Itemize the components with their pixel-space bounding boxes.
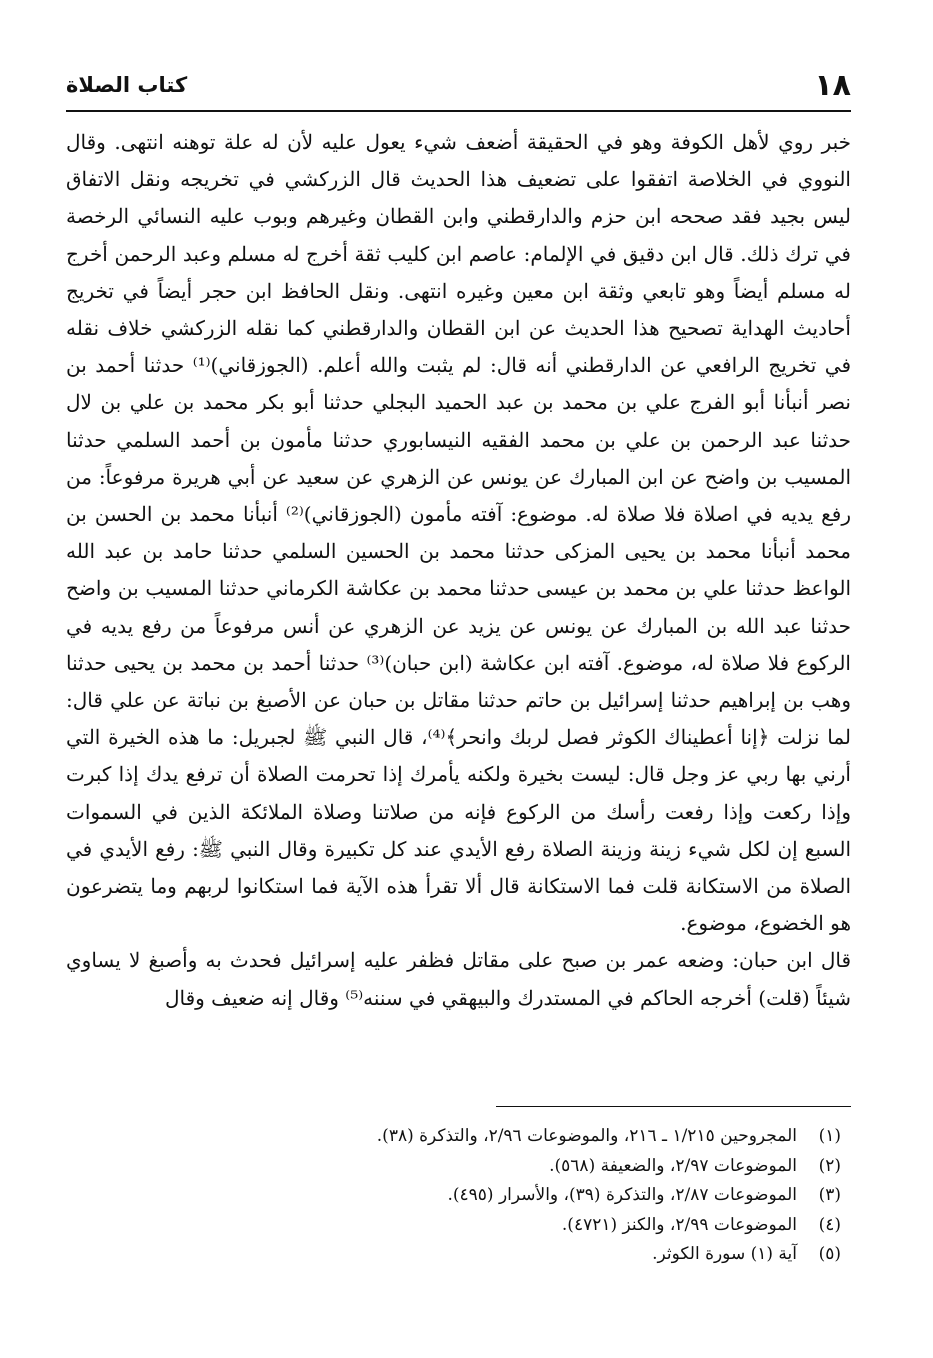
footnote-number: (١): [818, 1126, 841, 1146]
footnotes: [66, 1122, 841, 1270]
running-title: كتاب الصلاة: [66, 73, 188, 97]
header-divider: [66, 110, 851, 112]
footnote-number: (٢): [818, 1155, 841, 1176]
main-text: [66, 124, 851, 1074]
footnote: [66, 1152, 841, 1182]
paragraph: خبر روي لأهل الكوفة وهو في الحقيقة أضعف شيء يعول عليه لأن له علة توهنه انتهى. وقال النووي في الخلاصة اتفقوا على تضعيف هذا الحديث قال الزركشي في تخريجه ونقل الاتفاق ليس بجيد فقد صححه ابن حزم والدارقطني وابن القطان وغيرهم وبوب عليه النسائي الرخصة في ترك ذلك. قال ابن دقيق في الإلمام: عاصم ابن كليب ثقة أخرج له مسلم وعبد الرحمن أخرج له مسلم أيضاً وهو تابعي وثقة ابن معين وغيره انتهى. ونقل الحافظ ابن حجر أيضاً في تخريج أحاديث الهداية تصحيح هذا الحديث عن ابن القطان والدارقطني كما نقله الزركشي خلاف نقله في تخريج الرافعي عن الدارقطني أنه قال: لم يثبت والله أعلم. (الجوزقاني)⁽¹⁾ حدثنا أحمد بن نصر أنبأنا أبو الفرج علي بن محمد بن عبد الحميد البجلي حدثنا أبو بكر محمد بن علي بن لال حدثنا عبد الرحمن بن علي بن محمد الفقيه النيسابوري حدثنا مأمون بن أحمد السلمي حدثنا المسيب بن واضح عن ابن المبارك عن يونس عن الزهري عن سعيد عن أبي هريرة مرفوعاً: من رفع يديه في اصلاة فلا صلاة له. موضوع: آفته مأمون (الجوزقاني)⁽²⁾ أنبأنا محمد بن الحسن بن محمد أنبأنا محمد بن يحيى المزكى حدثنا محمد بن الحسين السلمي حدثنا حامد بن عبد الله الواعظ حدثنا علي بن محمد بن عيسى حدثنا محمد بن عكاشة الكرماني حدثنا المسيب بن واضح حدثنا عبد الله بن المبارك عن يونس عن يزيد عن الزهري عن أنس مرفوعاً من رفع يديه في الركوع فلا صلاة له، موضوع. آفته ابن عكاشة (ابن حبان)⁽³⁾ حدثنا أحمد بن محمد بن يحيى حدثنا وهب بن إبراهيم حدثنا إسرائيل بن حاتم حدثنا مقاتل بن حبان عن الأصبغ بن نباتة عن علي قال: لما نزلت ﴿إنا أعطيناك الكوثر فصل لربك وانحر﴾⁽⁴⁾، قال النبي ﷺ لجبريل: ما هذه الخيرة التي أرني بها ربي عز وجل قال: ليست بخيرة ولكنه يأمرك إذا تحرمت الصلاة أن ترفع يدك إذا كبرت وإذا ركعت وإذا رفعت رأسك من الركوع فإنه من صلاتنا وصلاة الملائكة الذين في السموات السبع إن لكل شيء زينة وزينة الصلاة رفع الأيدي عند كل تكبيرة وقال النبي ﷺ: رفع الأيدي في الصلاة من الاستكانة قلت فما الاستكانة قال ألا تقرأ هذه الآية فما استكانوا لربهم وما يتضرعون هو الخضوع، موضوع.: [66, 130, 851, 936]
footnote-text: الموضوعات ٢/٩٩، والكنز (٤٧٢١).: [561, 1214, 797, 1235]
footnote-divider: [496, 1106, 851, 1107]
footnote-number: (٤): [818, 1214, 841, 1235]
footnote-number: (٥): [818, 1244, 841, 1264]
footnote: [66, 1122, 841, 1152]
footnote-text: الموضوعات ٢/٨٧، والتذكرة (٣٩)، والأسرار (٤٩٥).: [447, 1185, 797, 1205]
page-header: [66, 62, 851, 108]
footnote-text: آية (١) سورة الكوثر.: [652, 1244, 797, 1264]
footnote: [66, 1181, 841, 1211]
page-number: ١٨: [814, 67, 851, 103]
footnote: [66, 1240, 841, 1270]
footnote: [66, 1211, 841, 1241]
paragraph: قال ابن حبان: وضعه عمر بن صبح على مقاتل فظفر عليه إسرائيل فحدث به وأصبغ لا يساوي شيئاً (قلت) أخرجه الحاكم في المستدرك والبيهقي في سننه⁽⁵⁾ وقال إنه ضعيف وقال: [66, 948, 851, 1010]
footnote-text: الموضوعات ٢/٩٧، والضعيفة (٥٦٨).: [549, 1155, 797, 1176]
footnote-text: المجروحين ١/٢١٥ ـ ٢١٦، والموضوعات ٢/٩٦، والتذكرة (٣٨).: [376, 1126, 797, 1146]
footnote-number: (٣): [818, 1185, 841, 1205]
